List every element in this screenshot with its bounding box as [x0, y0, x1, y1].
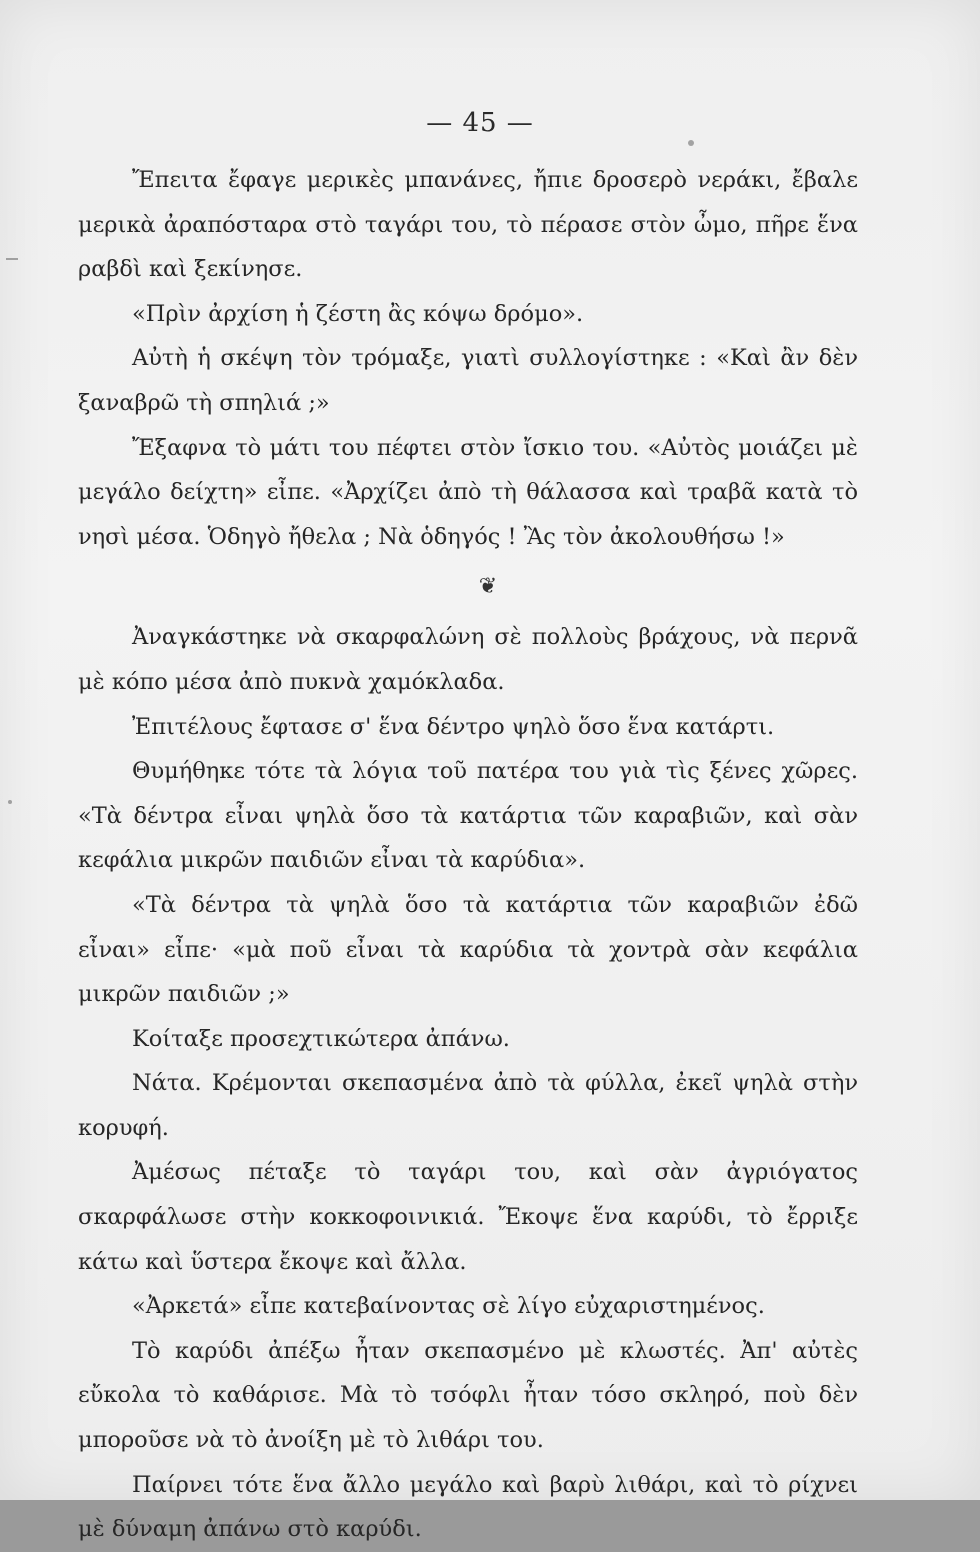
page-number: — 45 — [426, 108, 534, 138]
paragraph: Ἀναγκάστηκε νὰ σκαρφαλώνη σὲ πολλοὺς βράχους, νὰ περνᾶ μὲ κόπο μέσα ἀπὸ πυκνὰ χαμόκλαδα. [78, 624, 858, 695]
paragraph: Κοίταξε προσεχτικώτερα ἀπάνω. [132, 1025, 510, 1052]
paragraph: Ἔπειτα ἔφαγε μερικὲς μπανάνες, ἤπιε δροσερὸ νεράκι, ἔβαλε μερικὰ ἀραπόσταρα στὸ ταγάρι του, τὸ πέρασε στὸν ὦμο, πῆρε ἕνα ραβδὶ καὶ ξεκίνησε. [78, 167, 858, 283]
print-speck [688, 140, 694, 146]
paragraph: Νάτα. Κρέμονται σκεπασμένα ἀπὸ τὰ φύλλα, ἐκεῖ ψηλὰ στὴν κορυφή. [78, 1070, 858, 1141]
paragraph: Ἀμέσως πέταξε τὸ ταγάρι του, καὶ σὰν ἀγριόγατος σκαρφάλωσε στὴν κοκκοφοινικιά. Ἔκοψε ἕνα καρύδι, τὸ ἔρριξε κάτω καὶ ὕστερα ἔκοψε καὶ ἄλλα. [78, 1159, 858, 1275]
paragraph: Ἐπιτέλους ἔφτασε σ' ἕνα δέντρο ψηλὸ ὅσο ἕνα κατάρτι. [132, 713, 775, 740]
body-text [78, 158, 858, 1552]
paragraph: «Τὰ δέντρα τὰ ψηλὰ ὅσο τὰ κατάρτια τῶν καραβιῶν ἐδῶ εἶναι» εἶπε· «μὰ ποῦ εἶναι τὰ καρύδια τὰ χοντρὰ σὰν κεφάλια μικρῶν παιδιῶν ;» [78, 891, 858, 1008]
paragraph: Αὐτὴ ἡ σκέψη τὸν τρόμαξε, γιατὶ συλλογίστηκε : «Καὶ ἂν δὲν ξαναβρῶ τὴ σπηλιά ;» [78, 345, 858, 416]
paragraph: Ἔξαφνα τὸ μάτι του πέφτει στὸν ἴσκιο του. «Αὐτὸς μοιάζει μὲ μεγάλο δείχτη» εἶπε. «Ἀρχίζει ἀπὸ τὴ θάλασσα καὶ τραβᾶ κατὰ τὸ νησὶ μέσα. Ὁδηγὸ ἤθελα ; Νὰ ὁδηγός ! Ἂς τὸν ἀκολουθήσω !» [78, 434, 858, 550]
print-speck [8, 800, 12, 804]
paragraph: Παίρνει τότε ἕνα ἄλλο μεγάλο καὶ βαρὺ λιθάρι, καὶ τὸ ρίχνει μὲ δύναμη ἀπάνω στὸ καρύδι. [78, 1471, 858, 1543]
section-ornament: ❦ [478, 574, 498, 600]
paragraph: «Πρὶν ἀρχίση ἡ ζέστη ἂς κόψω δρόμο». [132, 300, 584, 327]
paragraph: «Ἀρκετά» εἶπε κατεβαίνοντας σὲ λίγο εὐχαριστημένος. [132, 1293, 765, 1320]
print-speck [6, 258, 18, 260]
paragraph: Τὸ καρύδι ἀπέξω ἦταν σκεπασμένο μὲ κλωστές. Ἀπ' αὐτὲς εὔκολα τὸ καθάρισε. Μὰ τὸ τσόφλι ἦταν τόσο σκληρό, ποὺ δὲν μποροῦσε νὰ τὸ ἀνοίξη μὲ τὸ λιθάρι του. [78, 1337, 858, 1454]
paragraph: Θυμήθηκε τότε τὰ λόγια τοῦ πατέρα του γιὰ τὶς ξένες χῶρες. «Τὰ δέντρα εἶναι ψηλὰ ὅσο τὰ κατάρτια τῶν καραβιῶν, καὶ σὰν κεφάλια μικρῶν παιδιῶν εἶναι τὰ καρύδια». [78, 758, 858, 874]
